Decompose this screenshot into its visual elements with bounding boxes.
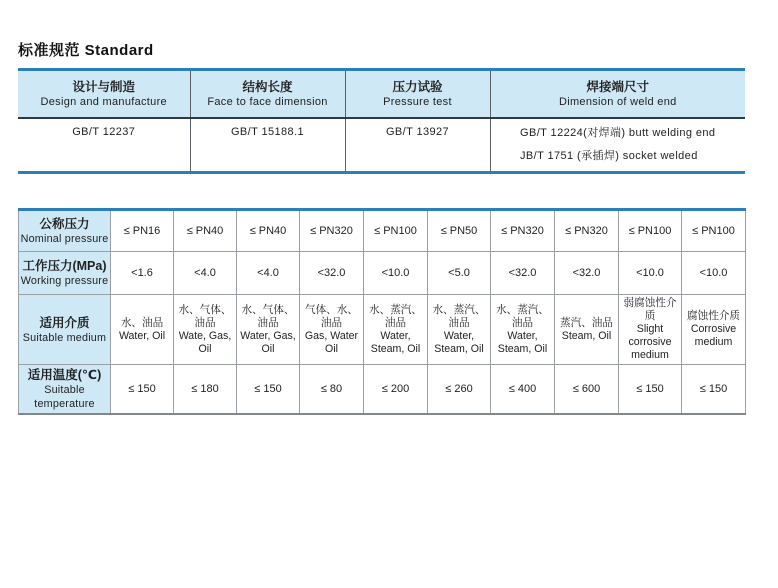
row-label-en: Working pressure xyxy=(20,275,109,287)
medium-en: Water, Steam, Oil xyxy=(434,329,484,355)
weld-end-line-butt: GB/T 12224(对焊端) butt welding end xyxy=(520,127,716,139)
medium-zh: 水、蒸汽、油品 xyxy=(369,303,422,329)
standards-header-row xyxy=(18,70,745,119)
medium-en: Water, Steam, Oil xyxy=(497,329,548,355)
medium-zh: 水、蒸汽、油品 xyxy=(432,303,486,329)
row-label-zh: 适用温度(℃) xyxy=(27,368,102,382)
row-label-en: Suitable medium xyxy=(22,331,107,344)
row-label-nominal-pressure xyxy=(19,210,111,252)
standard-value-face-to-face: GB/T 15188.1 xyxy=(190,118,345,173)
temperature-cell: ≤ 200 xyxy=(364,365,428,415)
col-header-pressure-test xyxy=(345,70,490,119)
nominal-pressure-cell: ≤ PN320 xyxy=(555,210,619,252)
standard-value-pressure-test: GB/T 13927 xyxy=(345,118,490,173)
row-label-suitable-temperature xyxy=(19,365,111,415)
weld-end-line-socket: JB/T 1751 (承插焊) socket welded xyxy=(520,150,698,162)
header-en: Design and manufacture xyxy=(40,96,167,108)
medium-cell xyxy=(174,295,237,365)
temperature-cell: ≤ 150 xyxy=(237,365,300,415)
nominal-pressure-cell: ≤ PN320 xyxy=(491,210,555,252)
medium-cell xyxy=(111,295,174,365)
medium-zh: 腐蚀性介质 xyxy=(687,310,740,322)
temperature-cell: ≤ 80 xyxy=(300,365,364,415)
suitable-temperature-row xyxy=(19,365,746,415)
parameters-table xyxy=(18,208,746,415)
working-pressure-cell: <4.0 xyxy=(237,252,300,295)
row-label-suitable-medium xyxy=(19,295,111,365)
temperature-cell: ≤ 260 xyxy=(428,365,491,415)
col-header-design xyxy=(18,70,190,119)
medium-en: Gas, Water Oil xyxy=(304,329,359,355)
working-pressure-cell: <4.0 xyxy=(174,252,237,295)
medium-en: Water, Oil xyxy=(118,329,166,342)
row-label-en: Suitable temperature xyxy=(34,384,95,410)
temperature-cell: ≤ 400 xyxy=(491,365,555,415)
temperature-cell: ≤ 180 xyxy=(174,365,237,415)
working-pressure-cell: <32.0 xyxy=(300,252,364,295)
medium-en: Water, Gas, Oil xyxy=(240,329,296,355)
suitable-medium-row xyxy=(19,295,746,365)
working-pressure-row xyxy=(19,252,746,295)
nominal-pressure-cell: ≤ PN320 xyxy=(300,210,364,252)
medium-cell xyxy=(555,295,619,365)
row-label-en: Nominal pressure xyxy=(20,233,109,245)
header-en: Face to face dimension xyxy=(207,96,328,108)
medium-zh: 水、蒸汽、油品 xyxy=(496,303,549,329)
standards-table xyxy=(18,68,745,174)
working-pressure-cell: <1.6 xyxy=(111,252,174,295)
nominal-pressure-row xyxy=(19,210,746,252)
medium-cell xyxy=(619,295,682,365)
col-header-face-to-face xyxy=(190,70,345,119)
nominal-pressure-cell: ≤ PN100 xyxy=(364,210,428,252)
temperature-cell: ≤ 150 xyxy=(682,365,746,415)
nominal-pressure-cell: ≤ PN40 xyxy=(174,210,237,252)
medium-zh: 水、油品 xyxy=(120,316,164,329)
temperature-cell: ≤ 150 xyxy=(619,365,682,415)
working-pressure-cell: <5.0 xyxy=(428,252,491,295)
medium-cell xyxy=(428,295,491,365)
medium-cell xyxy=(491,295,555,365)
medium-zh: 水、气体、油品 xyxy=(178,303,232,329)
working-pressure-cell: <32.0 xyxy=(555,252,619,295)
nominal-pressure-cell: ≤ PN100 xyxy=(619,210,682,252)
header-zh: 焊接端尺寸 xyxy=(586,80,649,94)
nominal-pressure-cell: ≤ PN40 xyxy=(237,210,300,252)
medium-en: Corrosive medium xyxy=(690,323,737,348)
standard-value-weld-end xyxy=(490,118,745,173)
medium-cell xyxy=(300,295,364,365)
medium-zh: 水、气体、油品 xyxy=(241,303,295,329)
nominal-pressure-cell: ≤ PN50 xyxy=(428,210,491,252)
header-en: Dimension of weld end xyxy=(558,96,677,108)
medium-zh: 弱腐蚀性介质 xyxy=(623,297,677,322)
nominal-pressure-cell: ≤ PN16 xyxy=(111,210,174,252)
working-pressure-cell: <10.0 xyxy=(619,252,682,295)
standards-value-row xyxy=(18,118,745,173)
medium-cell xyxy=(364,295,428,365)
working-pressure-cell: <10.0 xyxy=(682,252,746,295)
page-title: 标准规范 Standard xyxy=(18,42,154,59)
temperature-cell: ≤ 150 xyxy=(111,365,174,415)
medium-en: Slight corrosive medium xyxy=(628,323,672,361)
row-label-zh: 适用介质 xyxy=(39,315,90,330)
header-zh: 压力试验 xyxy=(392,80,443,94)
row-label-zh: 公称压力 xyxy=(39,217,90,231)
nominal-pressure-cell: ≤ PN100 xyxy=(682,210,746,252)
medium-en: Water, Steam, Oil xyxy=(370,329,421,355)
row-label-zh: 工作压力(MPa) xyxy=(22,259,107,273)
temperature-cell: ≤ 600 xyxy=(555,365,619,415)
working-pressure-cell: <10.0 xyxy=(364,252,428,295)
col-header-weld-end xyxy=(490,70,745,119)
medium-en: Wate, Gas, Oil xyxy=(178,329,232,355)
working-pressure-cell: <32.0 xyxy=(491,252,555,295)
row-label-working-pressure xyxy=(19,252,111,295)
header-en: Pressure test xyxy=(383,96,452,108)
medium-zh: 蒸汽、油品 xyxy=(560,316,613,329)
medium-en: Steam, Oil xyxy=(561,329,612,342)
medium-cell xyxy=(682,295,746,365)
medium-zh: 气体、水、油品 xyxy=(305,303,358,329)
standard-value-design: GB/T 12237 xyxy=(72,126,136,138)
header-zh: 结构长度 xyxy=(242,80,293,94)
header-zh: 设计与制造 xyxy=(72,80,135,94)
medium-cell xyxy=(237,295,300,365)
